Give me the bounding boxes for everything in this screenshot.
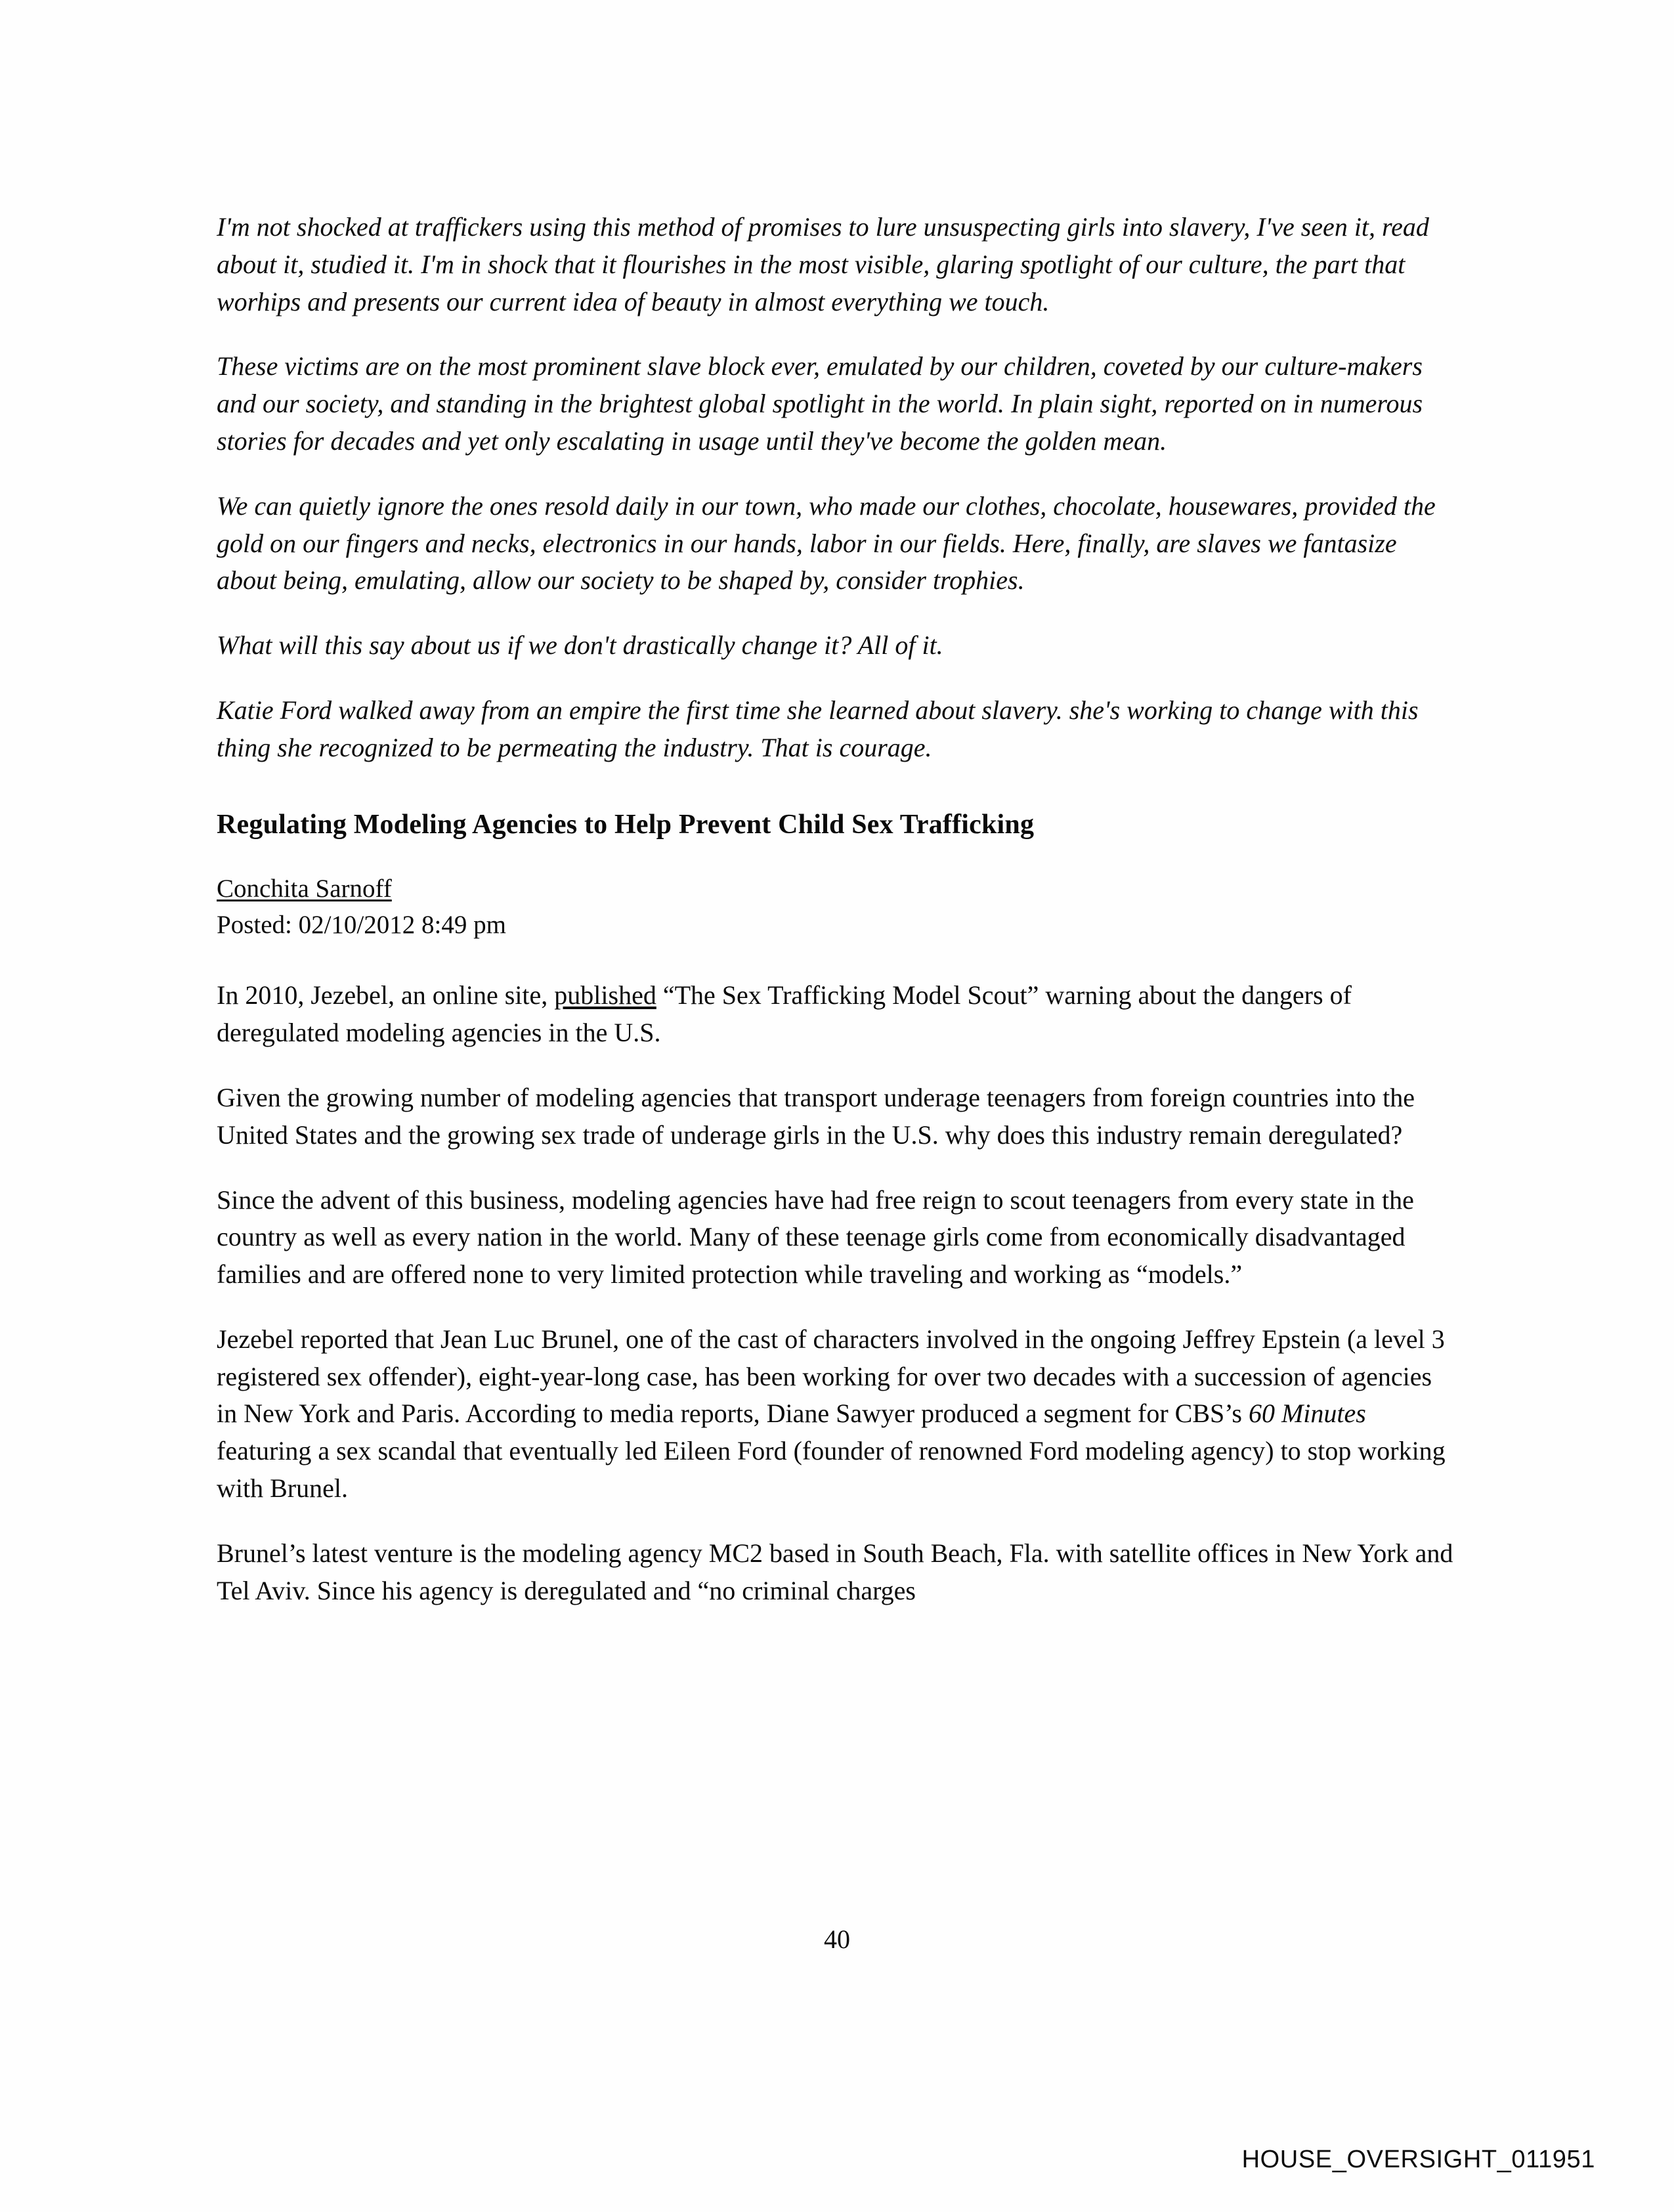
article-paragraph-1 (217, 977, 1457, 1052)
quoted-paragraph-3: We can quietly ignore the ones resold daily in our town, who made our clothes, chocolate, housewares, provided the gold on our fingers and necks, electronics in our hands, labor in our fields. Here, finally, are slaves we fantasize about being, emulating, allow our society to be shaped by, consider trophies. (217, 490, 1436, 596)
article-paragraph-4 (217, 1321, 1457, 1507)
page-number: 40 (824, 1924, 850, 1954)
published-link[interactable]: published (554, 980, 656, 1010)
paragraph-1-text-before-link: In 2010, Jezebel, an online site, (217, 980, 555, 1010)
quoted-paragraph-2: These victims are on the most prominent slave block ever, emulated by our children, coveted by our culture-makers and our society, and standing in the brightest global spotlight in the world. In plain sight, reported on in numerous stories for decades and yet only escalating in usage until they've become the golden mean. (217, 351, 1423, 456)
quoted-paragraph-4: What will this say about us if we don't drastically change it? All of it. (217, 630, 943, 661)
article-paragraph-2: Given the growing number of modeling agencies that transport underage teenagers from foreign countries into the United States and the growing sex trade of underage girls in the U.S. why does this industry remain deregulated? (217, 1082, 1415, 1150)
article-paragraph-5: Brunel’s latest venture is the modeling agency MC2 based in South Beach, Fla. with satellite offices in New York and Tel Aviv. Since his agency is deregulated and “no criminal charges (217, 1538, 1453, 1605)
paragraph-4-text-part2: featuring a sex scandal that eventually led Eileen Ford (founder of renowned Ford modeling agency) to stop working with Brunel. (217, 1436, 1446, 1504)
quoted-paragraph-5: Katie Ford walked away from an empire the first time she learned about slavery. she's working to change with this thing she recognized to be permeating the industry. That is courage. (217, 695, 1419, 762)
article-paragraph-3: Since the advent of this business, modeling agencies have had free reign to scout teenagers from every state in the country as well as every nation in the world. Many of these teenage girls come from economically disadvantaged families and are offered none to very limited protection while traveling and working as “models.” (217, 1184, 1414, 1290)
byline (217, 871, 1457, 943)
article-posted-date: Posted: 02/10/2012 8:49 pm (217, 910, 506, 939)
quoted-paragraph-1: I'm not shocked at traffickers using this method of promises to lure unsuspecting girls into slavery, I've seen it, read about it, studied it. I'm in shock that it flourishes in the most visible, glaring spotlight of our culture, the part that worhips and presents our current idea of beauty in almost everything we touch. (217, 212, 1429, 316)
bates-stamp: HOUSE_OVERSIGHT_011951 (1241, 2146, 1595, 2173)
paragraph-1-text-after-link: “The Sex Trafficking Model Scout” warning about the dangers of deregulated modeling agencies in the U.S. (217, 980, 1352, 1048)
article-title: Regulating Modeling Agencies to Help Prevent Child Sex Trafficking (217, 809, 1035, 840)
paragraph-4-text-part1: Jezebel reported that Jean Luc Brunel, one of the cast of characters involved in the ongoing Jeffrey Epstein (a level 3 registered sex offender), eight-year-long case, has been working for over two decades with a succession of agencies in New York and Paris. According to media reports, Diane Sawyer produced a segment for CBS’s (217, 1324, 1445, 1429)
article-author: Conchita Sarnoff (217, 874, 392, 903)
show-title-60-minutes: 60 Minutes (1248, 1399, 1366, 1429)
page-body (217, 209, 1457, 1637)
